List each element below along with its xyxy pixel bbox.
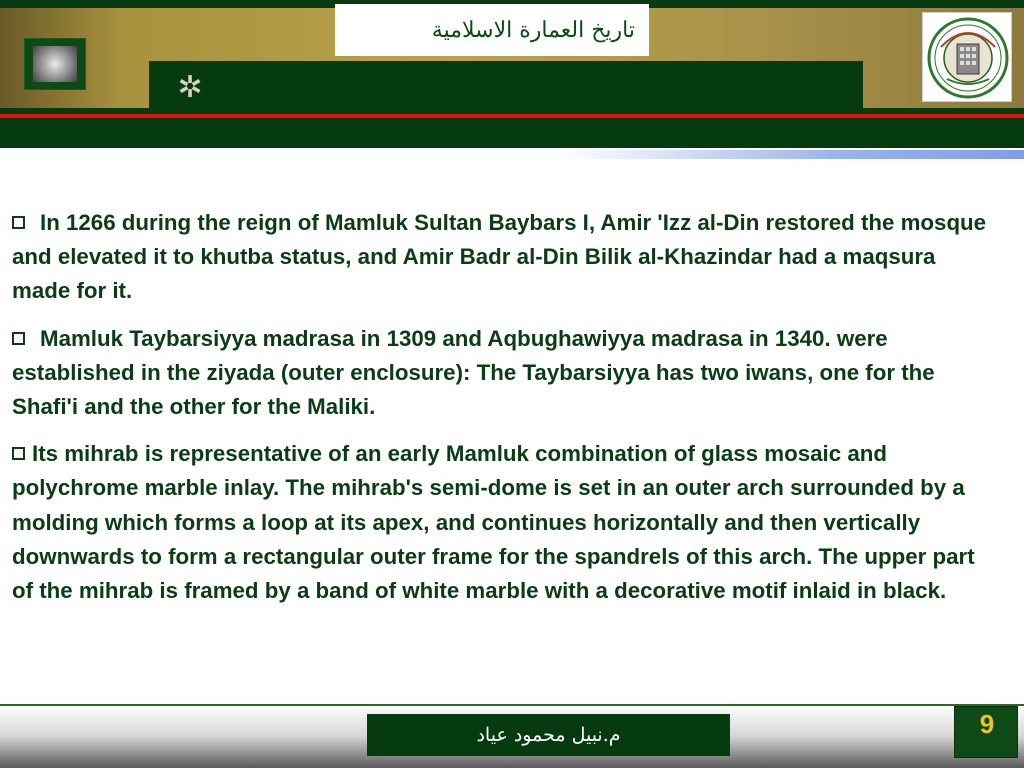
header-band xyxy=(149,61,863,108)
checkbox-bullet-icon xyxy=(12,447,25,460)
checkbox-bullet-icon xyxy=(12,332,25,345)
bullet-2 xyxy=(12,322,997,425)
blue-accent-bar xyxy=(560,150,1024,159)
author-name: م.نبيل محمود عياد xyxy=(476,724,621,746)
footer-divider xyxy=(0,704,1024,706)
page-title: تاريخ العمارة الاسلامية xyxy=(431,17,635,43)
university-logo xyxy=(922,12,1012,102)
slide-content xyxy=(12,206,997,621)
red-divider xyxy=(0,114,1024,118)
checkbox-bullet-icon xyxy=(12,216,25,229)
bullet-text: Mamluk Taybarsiyya madrasa in 1309 and Aqbughawiyya madrasa in 1340. were established in the ziyada (outer enclosure): The Taybarsiyya has two iwans, one for the Shafi'i and the other for the Maliki. xyxy=(12,325,935,420)
home-button[interactable] xyxy=(24,38,86,90)
author-box xyxy=(367,714,730,756)
university-seal-icon xyxy=(927,17,1009,99)
button-icon xyxy=(33,46,77,82)
asterisk-icon: ✲ xyxy=(177,70,203,105)
page-number-box xyxy=(954,706,1018,758)
header xyxy=(0,0,1024,148)
page-number: 9 xyxy=(979,709,995,739)
bullet-text: In 1266 during the reign of Mamluk Sultan Baybars I, Amir 'Izz al-Din restored the mosque and elevated it to khutba status, and Amir Badr al-Din Bilik al-Khazindar had a maqsura made for it. xyxy=(12,210,987,304)
bullet-1 xyxy=(12,206,997,309)
bullet-text: Its mihrab is representative of an early Mamluk combination of glass mosaic and polychrome marble inlay. The mihrab's semi-dome is set in an outer arch surrounded by a molding which forms a loop at its apex, and continues horizontally and then vertically downwards to form a rectangular outer frame for the spandrels of this arch. The upper part of the mihrab is framed by a band of white marble with a decorative motif inlaid in black. xyxy=(12,441,975,604)
title-box xyxy=(335,4,649,56)
bullet-3 xyxy=(12,437,997,608)
